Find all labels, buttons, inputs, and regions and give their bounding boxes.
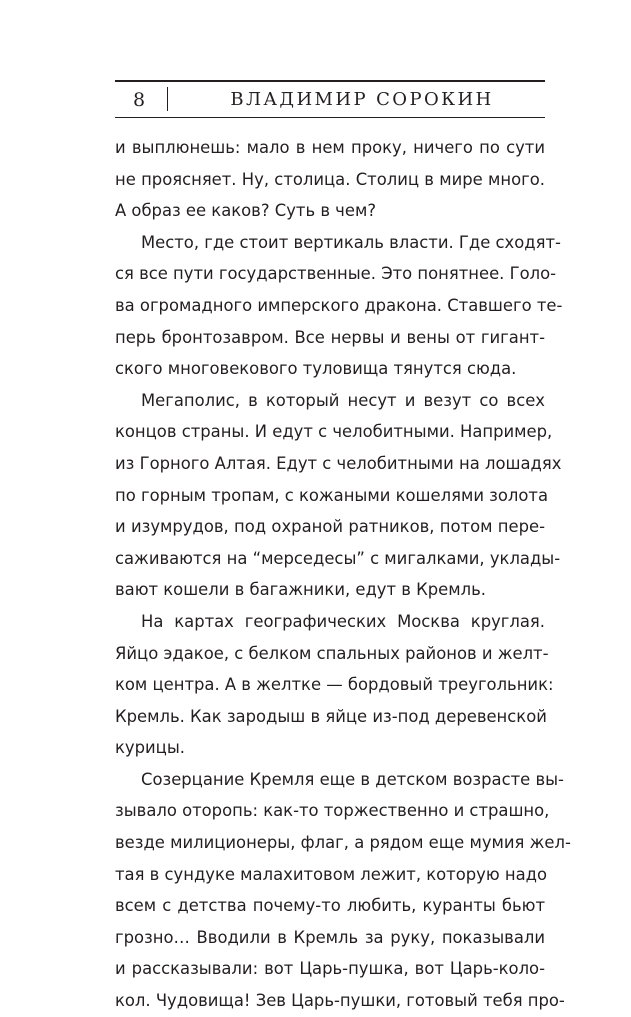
text-line: не проясняет. Ну, столица. Столиц в мире много.: [115, 169, 545, 189]
paragraph: [115, 132, 545, 227]
text-line: из Горного Алтая. Едут с челобитными на лошадях: [115, 453, 562, 473]
text-line: На картах географических Москва круглая.: [141, 611, 545, 631]
text-line: Мегаполис, в который несут и везут со всех: [141, 390, 545, 410]
text-line: всем с детства почему-то любить, куранты бьют: [115, 896, 545, 916]
running-header: [115, 80, 545, 118]
text-line: тая в сундуке малахитовом лежит, которую надо: [115, 864, 547, 884]
paragraph: [115, 227, 563, 385]
text-line: курицы.: [115, 738, 185, 758]
text-line: кол. Чудовища! Зев Царь-пушки, готовый тебя про-: [115, 991, 565, 1011]
paragraph: [115, 606, 554, 764]
text-line: везде милиционеры, флаг, а рядом еще мумия жел-: [115, 833, 571, 853]
body-text: [115, 132, 571, 1017]
text-line: грозно… Вводили в Кремль за руку, показывали: [115, 927, 545, 947]
text-line: по горным тропам, с кожаными кошелями золота: [115, 485, 549, 505]
text-line: ком центра. А в желтке — бордовый треугольник:: [115, 675, 554, 695]
text-line: вают кошели в багажники, едут в Кремль.: [115, 580, 486, 600]
running-title: ВЛАДИМИР СОРОКИН: [230, 89, 494, 110]
text-line: Место, где стоит вертикаль власти. Где сходят-: [141, 232, 561, 252]
text-line: Кремль. Как зародыш в яйце из-под деревенской: [115, 706, 547, 726]
text-line: саживаются на “мерседесы” с мигалками, уклады-: [115, 548, 561, 568]
text-line: концов страны. И едут с челобитными. Например,: [115, 422, 553, 442]
text-line: Созерцание Кремля еще в детском возрасте вы-: [141, 769, 564, 789]
page-number: 8: [133, 89, 146, 111]
text-line: ва огромадного имперского дракона. Ставшего те-: [115, 295, 563, 315]
text-line: ского многовекового туловища тянутся сюда.: [115, 359, 517, 379]
text-line: перь бронтозавром. Все нервы и вены от гигант-: [115, 327, 545, 347]
text-line: А образ ее каков? Суть в чем?: [115, 201, 377, 221]
text-line: ся все пути государственные. Это понятнее. Голо-: [115, 264, 557, 284]
text-line: и выплюнешь: мало в нем проку, ничего по сути: [115, 138, 545, 157]
text-line: и изумрудов, под охраной ратников, потом пере-: [115, 517, 545, 537]
text-line: зывало оторопь: как-то торжественно и страшно,: [115, 801, 550, 821]
text-line: Яйцо эдакое, с белком спальных районов и желт-: [115, 643, 549, 663]
paragraph: [115, 385, 562, 606]
text-line: и рассказывали: вот Царь-пушка, вот Царь-коло-: [115, 959, 545, 979]
paragraph: [115, 764, 571, 1017]
header-divider: [167, 87, 168, 111]
